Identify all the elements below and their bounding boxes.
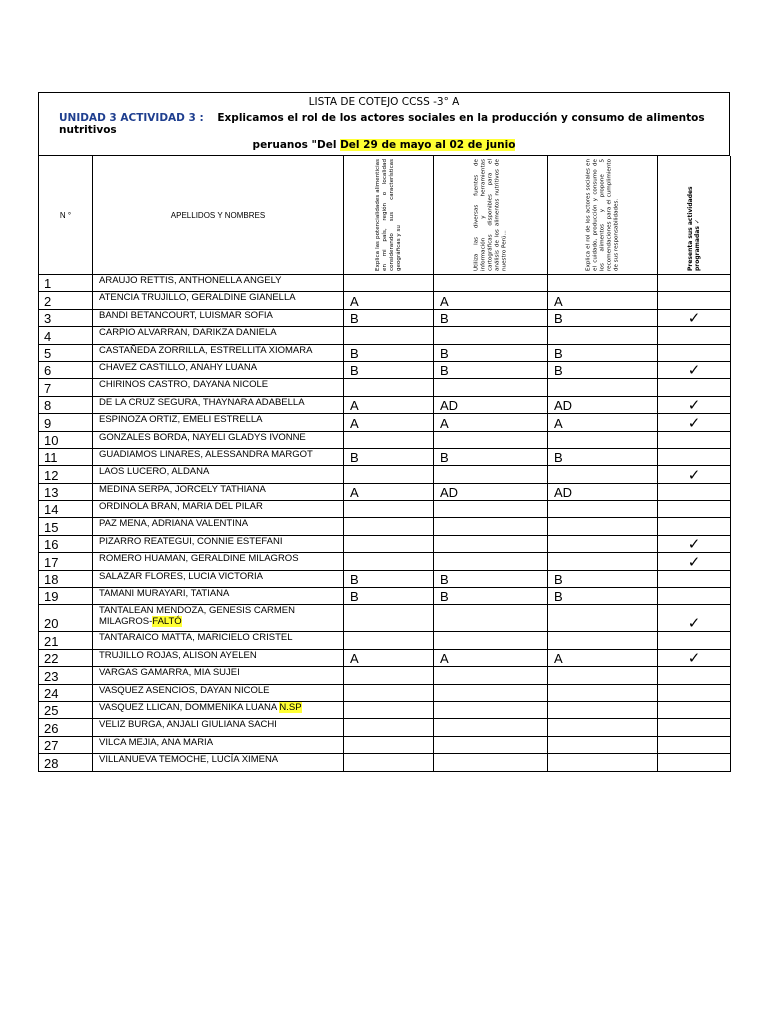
- student-name-cell: [93, 501, 344, 518]
- student-name-cell: [93, 344, 344, 361]
- row-number: 2: [39, 292, 93, 309]
- row-number: 17: [39, 553, 93, 570]
- criterion-2-grade: B: [434, 570, 548, 587]
- criterion-2-grade: [434, 754, 548, 771]
- criterion-2-grade: [434, 535, 548, 552]
- activities-check: [658, 501, 731, 518]
- row-number: 22: [39, 649, 93, 666]
- criterion-1-grade: [344, 736, 434, 753]
- student-note: N.SP: [279, 701, 302, 713]
- criterion-3-text: Explica el rol de los actores sociales en el cuidado, producción y consumo de los alimentos y propone 5 recomendaciones para el cumplimiento de sus responsabilidades.: [585, 159, 619, 271]
- criterion-2-grade: [434, 501, 548, 518]
- criterion-2-grade: [434, 327, 548, 344]
- student-name: CARPIO ALVARRAN, DARIKZA DANIELA: [99, 327, 277, 339]
- student-name: ROMERO HUAMAN, GERALDINE MILAGROS: [99, 553, 299, 565]
- criterion-3-grade: [548, 667, 658, 684]
- criterion-3-grade: [548, 535, 658, 552]
- criterion-3-grade: [548, 701, 658, 718]
- row-number: 28: [39, 754, 93, 771]
- student-name-cell: [93, 570, 344, 587]
- row-number: 25: [39, 701, 93, 718]
- student-rows: [39, 275, 731, 772]
- activity-tail: peruanos "Del: [252, 139, 337, 151]
- criterion-1-grade: A: [344, 649, 434, 666]
- activity-text: Explicamos el rol de los actores sociales en la producción y consumo de alimentos nutritivos: [59, 112, 705, 136]
- criterion-3-grade: A: [548, 414, 658, 431]
- table-row: [39, 327, 731, 344]
- row-number: 7: [39, 379, 93, 396]
- activities-check: ✓: [658, 309, 731, 326]
- row-number: 24: [39, 684, 93, 701]
- activities-check: [658, 431, 731, 448]
- criterion-1-grade: B: [344, 309, 434, 326]
- student-name: GUADIAMOS LINARES, ALESSANDRA MARGOT: [99, 448, 313, 460]
- criterion-2-grade: AD: [434, 483, 548, 500]
- row-number: 14: [39, 501, 93, 518]
- student-name-cell: [93, 448, 344, 465]
- row-number: 23: [39, 667, 93, 684]
- criterion-1-grade: [344, 518, 434, 535]
- student-name: MEDINA SERPA, JORCELY TATHIANA: [99, 483, 266, 495]
- criterion-1-grade: [344, 684, 434, 701]
- student-name-cell: [93, 309, 344, 326]
- student-name: LAOS LUCERO, ALDANA: [99, 466, 210, 478]
- activities-check: ✓: [658, 649, 731, 666]
- student-name-cell: [93, 684, 344, 701]
- student-name-cell: [93, 431, 344, 448]
- column-names: APELLIDOS Y NOMBRES: [93, 156, 344, 275]
- student-name: VILCA MEJIA, ANA MARIA: [99, 736, 214, 748]
- table-row: [39, 396, 731, 413]
- activities-check: [658, 448, 731, 465]
- student-name-cell: [93, 588, 344, 605]
- activities-check: [658, 684, 731, 701]
- criterion-1-grade: A: [344, 292, 434, 309]
- row-number: 20: [39, 605, 93, 632]
- criterion-3-grade: [548, 684, 658, 701]
- criterion-3-grade: B: [548, 448, 658, 465]
- criterion-2-grade: [434, 466, 548, 483]
- criterion-3-grade: [548, 275, 658, 292]
- activities-check: [658, 719, 731, 736]
- criterion-1-grade: [344, 379, 434, 396]
- activities-check: [658, 483, 731, 500]
- student-name: VASQUEZ LLICAN, DOMMENIKA LUANA: [99, 701, 280, 713]
- criterion-1-grade: B: [344, 588, 434, 605]
- activities-check: ✓: [658, 361, 731, 378]
- student-name-cell: [93, 327, 344, 344]
- table-row: [39, 448, 731, 465]
- row-number: 10: [39, 431, 93, 448]
- table-row: [39, 483, 731, 500]
- criterion-2-grade: A: [434, 414, 548, 431]
- criterion-3-grade: [548, 632, 658, 649]
- row-number: 1: [39, 275, 93, 292]
- student-name-cell: [93, 649, 344, 666]
- criterion-2-grade: [434, 379, 548, 396]
- table-row: [39, 667, 731, 684]
- activities-check: [658, 570, 731, 587]
- row-number: 3: [39, 309, 93, 326]
- criterion-1-grade: [344, 667, 434, 684]
- student-name: GONZALES BORDA, NAYELI GLADYS IVONNE: [99, 431, 306, 443]
- table-row: [39, 309, 731, 326]
- row-number: 4: [39, 327, 93, 344]
- row-number: 19: [39, 588, 93, 605]
- table-row: [39, 535, 731, 552]
- date-range: Del 29 de mayo al 02 de junio: [340, 139, 516, 151]
- header-box: [38, 92, 730, 156]
- page-title: LISTA DE COTEJO CCSS -3° A: [308, 96, 460, 108]
- activities-check: [658, 379, 731, 396]
- student-name-cell: [93, 736, 344, 753]
- student-name-cell: [93, 483, 344, 500]
- table-row: [39, 344, 731, 361]
- criterion-2-grade: AD: [434, 396, 548, 413]
- activities-check: [658, 327, 731, 344]
- activity-line: [39, 112, 729, 136]
- criterion-3-grade: A: [548, 292, 658, 309]
- table-row: [39, 736, 731, 753]
- criterion-1-grade: [344, 466, 434, 483]
- table-row: [39, 501, 731, 518]
- criterion-1-grade: [344, 701, 434, 718]
- student-name: PAZ MENA, ADRIANA VALENTINA: [99, 518, 249, 530]
- criterion-3-grade: B: [548, 309, 658, 326]
- criterion-3-grade: [548, 605, 658, 632]
- student-name: TRUJILLO ROJAS, ALISON AYELEN: [99, 649, 257, 661]
- criterion-2-grade: [434, 431, 548, 448]
- criterion-3-grade: [548, 379, 658, 396]
- row-number: 9: [39, 414, 93, 431]
- student-name-cell: [93, 754, 344, 771]
- criterion-2-grade: [434, 605, 548, 632]
- row-number: 8: [39, 396, 93, 413]
- table-row: [39, 361, 731, 378]
- student-name: DE LA CRUZ SEGURA, THAYNARA ADABELLA: [99, 396, 305, 408]
- table-row: [39, 275, 731, 292]
- student-note: FALTÓ: [152, 616, 182, 628]
- row-number: 16: [39, 535, 93, 552]
- row-number: 5: [39, 344, 93, 361]
- criterion-3-grade: [548, 466, 658, 483]
- table-row: [39, 719, 731, 736]
- student-name: CHAVEZ CASTILLO, ANAHY LUANA: [99, 361, 258, 373]
- column-criterion-1: [344, 156, 434, 275]
- activities-check: ✓: [658, 605, 731, 632]
- table-row: [39, 431, 731, 448]
- row-number: 6: [39, 361, 93, 378]
- table-row: [39, 553, 731, 570]
- table-row: [39, 414, 731, 431]
- student-name-cell: [93, 605, 344, 632]
- student-name-cell: [93, 361, 344, 378]
- column-header-row: [39, 156, 731, 275]
- student-name: CASTAÑEDA ZORRILLA, ESTRELLITA XIOMARA: [99, 344, 313, 356]
- row-number: 26: [39, 719, 93, 736]
- activities-check: [658, 292, 731, 309]
- criterion-3-grade: [548, 431, 658, 448]
- criterion-2-grade: [434, 667, 548, 684]
- criterion-2-grade: [434, 701, 548, 718]
- criterion-1-grade: B: [344, 344, 434, 361]
- table-row: [39, 466, 731, 483]
- criterion-3-grade: B: [548, 570, 658, 587]
- student-name-cell: [93, 701, 344, 718]
- activities-check: [658, 518, 731, 535]
- criterion-2-grade: [434, 275, 548, 292]
- criterion-2-grade: [434, 684, 548, 701]
- criterion-3-grade: B: [548, 588, 658, 605]
- criterion-2-grade: B: [434, 361, 548, 378]
- activities-check: ✓: [658, 396, 731, 413]
- criterion-3-grade: AD: [548, 483, 658, 500]
- student-name: VASQUEZ ASENCIOS, DAYAN NICOLE: [99, 684, 270, 696]
- student-name-cell: [93, 719, 344, 736]
- student-name: VARGAS GAMARRA, MIA SUJEI: [99, 667, 240, 679]
- student-name-cell: [93, 466, 344, 483]
- activities-check: [658, 701, 731, 718]
- row-number: 12: [39, 466, 93, 483]
- row-number: 18: [39, 570, 93, 587]
- criterion-1-grade: [344, 719, 434, 736]
- student-name: ESPINOZA ORTIZ, EMELI ESTRELLA: [99, 414, 263, 426]
- table-row: [39, 292, 731, 309]
- criterion-2-grade: [434, 518, 548, 535]
- student-name-cell: [93, 414, 344, 431]
- table-row: [39, 379, 731, 396]
- table-row: [39, 684, 731, 701]
- student-name: TANTALEAN MENDOZA, GENESIS CARMEN MILAGROS-: [99, 605, 296, 628]
- criterion-3-grade: AD: [548, 396, 658, 413]
- criterion-2-grade: B: [434, 448, 548, 465]
- criterion-2-grade: [434, 632, 548, 649]
- student-name-cell: [93, 667, 344, 684]
- table-row: [39, 518, 731, 535]
- column-criterion-2: [434, 156, 548, 275]
- criterion-2-grade: [434, 553, 548, 570]
- student-name: TANTARAICO MATTA, MARICIELO CRISTEL: [99, 632, 293, 644]
- criterion-3-grade: [548, 553, 658, 570]
- student-name-cell: [93, 396, 344, 413]
- activities-check: [658, 667, 731, 684]
- student-name: SALAZAR FLORES, LUCIA VICTORIA: [99, 570, 264, 582]
- student-name: TAMANI MURAYARI, TATIANA: [99, 588, 230, 600]
- criterion-1-grade: A: [344, 483, 434, 500]
- activities-check: [658, 344, 731, 361]
- criterion-1-grade: [344, 431, 434, 448]
- row-number: 11: [39, 448, 93, 465]
- activities-text: Presenta sus actividades programadas ✓: [687, 186, 701, 271]
- criterion-2-grade: [434, 719, 548, 736]
- student-name-cell: [93, 292, 344, 309]
- row-number: 15: [39, 518, 93, 535]
- activities-check: [658, 736, 731, 753]
- student-name: VELIZ BURGA, ANJALI GIULIANA SACHI: [99, 719, 277, 731]
- criterion-3-grade: [548, 736, 658, 753]
- student-name: VILLANUEVA TEMOCHE, LUCÍA XIMENA: [99, 754, 279, 766]
- activities-check: [658, 588, 731, 605]
- criterion-2-grade: B: [434, 309, 548, 326]
- criterion-1-grade: A: [344, 396, 434, 413]
- criterion-3-grade: [548, 719, 658, 736]
- student-name-cell: [93, 275, 344, 292]
- criterion-3-grade: [548, 327, 658, 344]
- activities-check: [658, 632, 731, 649]
- student-name: BANDI BETANCOURT, LUISMAR SOFIA: [99, 309, 273, 321]
- student-name-cell: [93, 379, 344, 396]
- criterion-1-grade: [344, 632, 434, 649]
- criterion-3-grade: A: [548, 649, 658, 666]
- criterion-1-grade: [344, 275, 434, 292]
- student-name-cell: [93, 553, 344, 570]
- table-row: [39, 701, 731, 718]
- activities-check: ✓: [658, 535, 731, 552]
- criterion-2-grade: B: [434, 588, 548, 605]
- table-row: [39, 632, 731, 649]
- row-number: 27: [39, 736, 93, 753]
- criterion-2-grade: B: [434, 344, 548, 361]
- criterion-1-grade: [344, 754, 434, 771]
- unit-label: UNIDAD 3 ACTIVIDAD 3 :: [59, 112, 204, 124]
- activities-check: ✓: [658, 414, 731, 431]
- activities-check: [658, 754, 731, 771]
- column-number: N °: [39, 156, 93, 275]
- table-row: [39, 588, 731, 605]
- student-name: PIZARRO REATEGUI, CONNIE ESTEFANI: [99, 535, 283, 547]
- criterion-1-grade: [344, 501, 434, 518]
- student-name: ORDINOLA BRAN, MARIA DEL PILAR: [99, 501, 263, 513]
- activities-check: [658, 275, 731, 292]
- row-number: 21: [39, 632, 93, 649]
- column-activities: [658, 156, 731, 275]
- table-row: [39, 649, 731, 666]
- student-name: ATENCIA TRUJILLO, GERALDINE GIANELLA: [99, 292, 296, 304]
- criterion-1-grade: B: [344, 361, 434, 378]
- student-name-cell: [93, 535, 344, 552]
- criterion-3-grade: B: [548, 361, 658, 378]
- criterion-1-grade: B: [344, 448, 434, 465]
- activity-date-line: [39, 139, 729, 151]
- criterion-1-grade: [344, 553, 434, 570]
- student-name: ARAUJO RETTIS, ANTHONELLA ANGELY: [99, 275, 282, 286]
- student-name: CHIRINOS CASTRO, DAYANA NICOLE: [99, 379, 269, 391]
- column-criterion-3: [548, 156, 658, 275]
- student-name-cell: [93, 632, 344, 649]
- criterion-3-grade: [548, 518, 658, 535]
- table-row: [39, 754, 731, 771]
- criterion-2-grade: A: [434, 292, 548, 309]
- row-number: 13: [39, 483, 93, 500]
- criterion-3-grade: [548, 501, 658, 518]
- criterion-1-grade: [344, 327, 434, 344]
- checklist-table: [38, 156, 731, 772]
- criterion-1-grade: B: [344, 570, 434, 587]
- criterion-2-text: Utiliza las diversas fuentes de información y herramientas cartográficas disponibles para el análisis de los alimentos nutritivos de nuestro Perú...: [473, 159, 507, 271]
- criterion-3-grade: B: [548, 344, 658, 361]
- table-row: [39, 605, 731, 632]
- student-name-cell: [93, 518, 344, 535]
- activities-check: ✓: [658, 466, 731, 483]
- criterion-1-grade: [344, 535, 434, 552]
- criterion-1-grade: [344, 605, 434, 632]
- criterion-1-grade: A: [344, 414, 434, 431]
- table-row: [39, 570, 731, 587]
- criterion-3-grade: [548, 754, 658, 771]
- activities-check: ✓: [658, 553, 731, 570]
- criterion-2-grade: A: [434, 649, 548, 666]
- criterion-2-grade: [434, 736, 548, 753]
- criterion-1-text: Explica las potencialidades alimenticias en mi país, región o localidad considerando sus características geográficas y su: [374, 159, 402, 271]
- checklist-sheet: [38, 92, 730, 772]
